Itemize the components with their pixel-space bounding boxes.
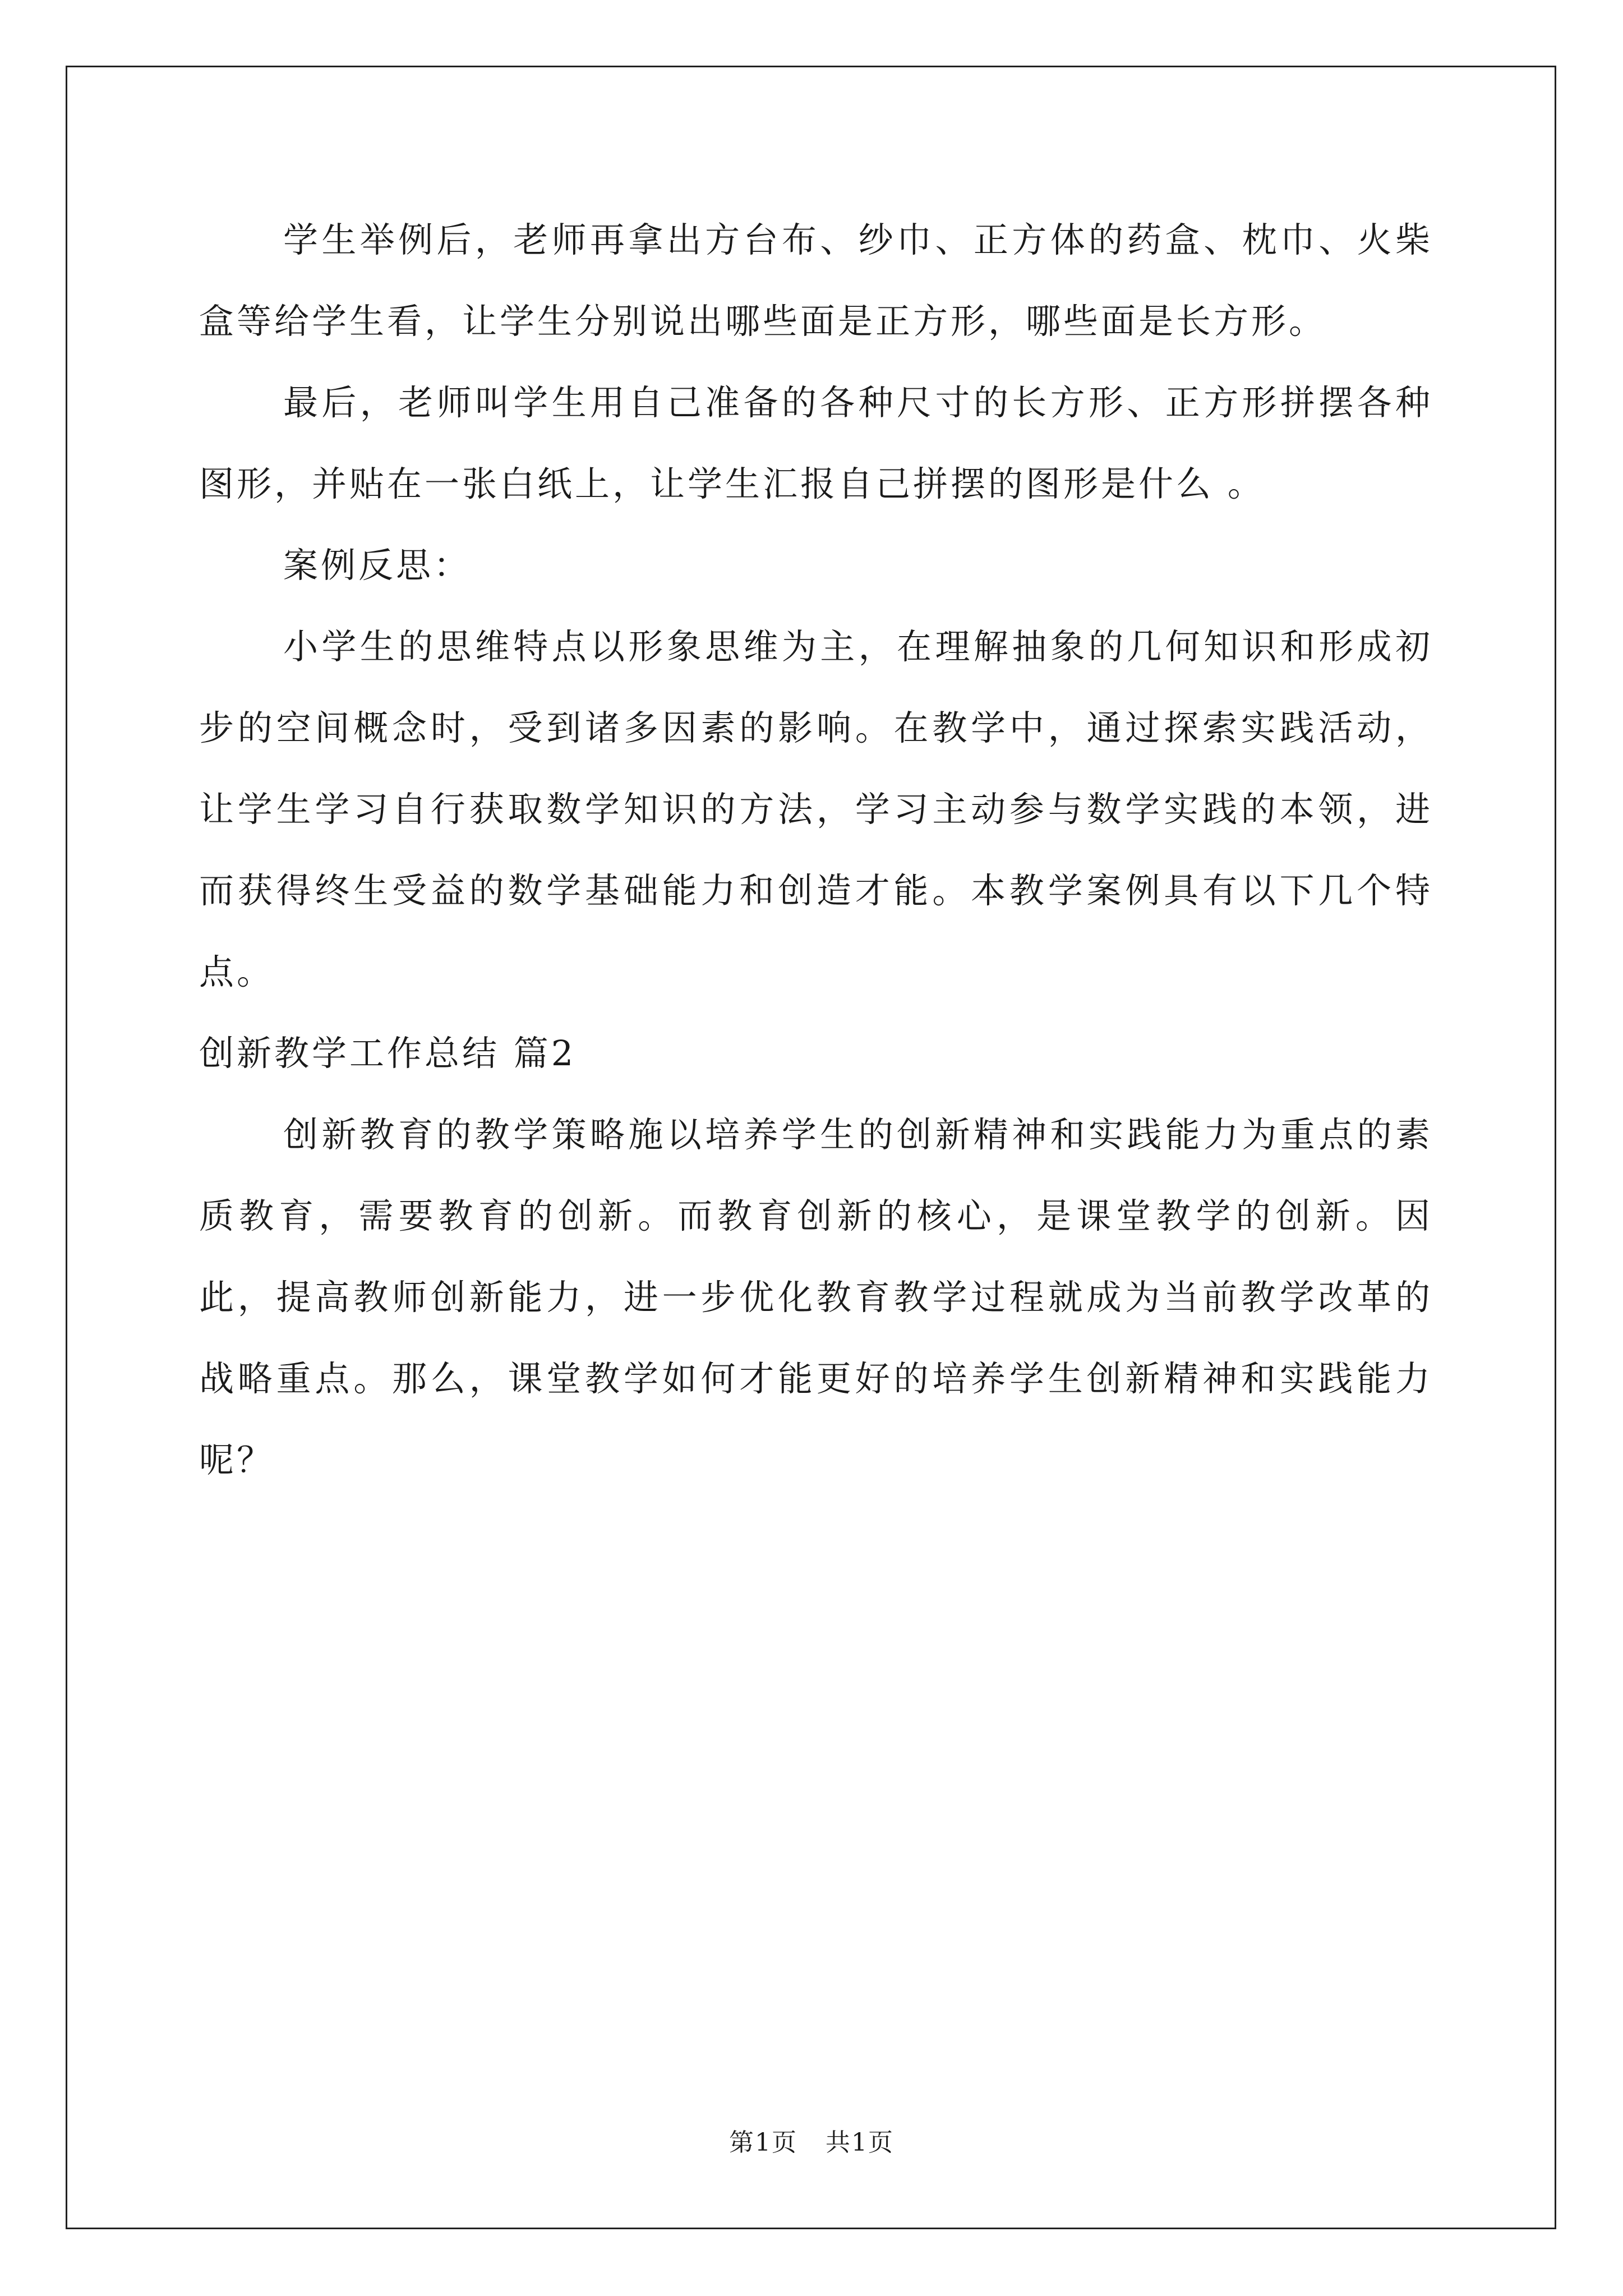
section-heading: 创新教学工作总结 篇2 (199, 1033, 577, 1074)
paragraph-examples: 学生举例后，老师再拿出方台布、纱巾、正方体的药盒、枕巾、火柴盒等给学生看，让学生分别说出哪些面是正方形，哪些面是长方形。 (199, 219, 1433, 342)
document-body (199, 199, 1433, 1501)
paragraph-reflection-label: 案例反思： (283, 545, 472, 586)
page-footer (0, 2126, 1623, 2160)
paragraph-arrangement: 最后，老师叫学生用自己准备的各种尺寸的长方形、正方形拼摆各种图形，并贴在一张白纸上，让学生汇报自己拼摆的图形是什么 。 (199, 382, 1433, 504)
paragraph-innovation: 创新教育的教学策略施以培养学生的创新精神和实践能力为重点的素质教育，需要教育的创新。而教育创新的核心，是课堂教学的创新。因此，提高教师创新能力，进一步优化教育教学过程就成为当前教学改革的战略重点。那么，课堂教学如何才能更好的培养学生创新精神和实践能力呢？ (199, 1114, 1433, 1480)
page-number: 第1页 (729, 2128, 797, 2157)
paragraph-reflection: 小学生的思维特点以形象思维为主，在理解抽象的几何知识和形成初步的空间概念时，受到诸多因素的影响。在教学中，通过探索实践活动，让学生学习自行获取数学知识的方法，学习主动参与数学实践的本领，进而获得终生受益的数学基础能力和创造才能。本教学案例具有以下几个特点。 (199, 626, 1433, 992)
page-total: 共1页 (826, 2128, 894, 2157)
